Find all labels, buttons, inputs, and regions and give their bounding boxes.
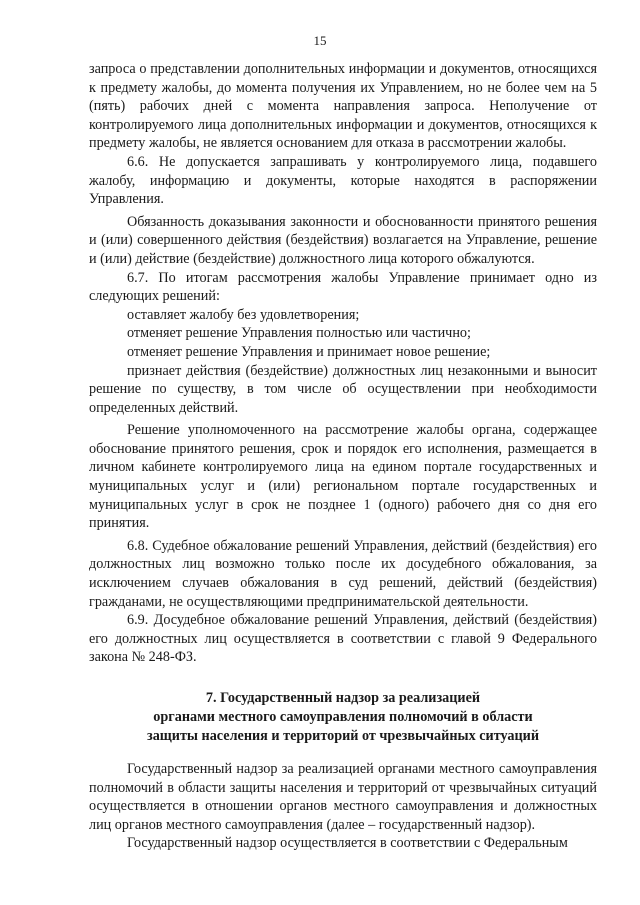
paragraph-6-9: 6.9. Досудебное обжалование решений Управления, действий (бездействия) его должностных лиц осуществляется в соответствии с главой 9 Федерального закона № 248-ФЗ. bbox=[89, 612, 597, 666]
list-item-decision-4: признает действия (бездействие) должностных лиц незаконными и выносит решение по существу, в том числе об осуществлении при необходимости определенных действий. bbox=[89, 362, 597, 416]
section-heading-line-1: 7. Государственный надзор за реализацией bbox=[205, 690, 481, 706]
paragraph-6-7: 6.7. По итогам рассмотрения жалобы Управление принимает одно из следующих решений: bbox=[89, 269, 597, 305]
section-heading-line-3: защиты населения и территорий от чрезвычайных ситуаций bbox=[147, 728, 539, 744]
paragraph-6-8: 6.8. Судебное обжалование решений Управления, действий (бездействия) его должностных лиц возможно только после их досудебного обжалования, за исключением случаев обжалования в суд решений, действий (бездействия) гражданами, не осуществляющими предпринимательской деятельности. bbox=[89, 537, 597, 610]
paragraph-decision-publication: Решение уполномоченного на рассмотрение жалобы органа, содержащее обоснование принятого решения, срок и порядок его исполнения, размещается в личном кабинете контролируемого лица на едином портале государственных и муниципальных услуг и (или) региональном портале государственных и муниципальных услуг в срок не позднее 1 (одного) рабочего дня со дня его принятия. bbox=[89, 422, 597, 532]
document-body bbox=[89, 60, 597, 853]
paragraph-burden-of-proof: Обязанность доказывания законности и обоснованности принятого решения и (или) совершенного действия (бездействия) возлагается на Управление, решение и (или) действие (бездействие) должностного лица которого обжалуются. bbox=[89, 213, 597, 267]
section-heading-line-2: органами местного самоуправления полномочий в области bbox=[153, 709, 533, 725]
list-item-decision-3: отменяет решение Управления и принимает новое решение; bbox=[127, 343, 491, 360]
paragraph-state-supervision: Государственный надзор за реализацией органами местного самоуправления полномочий в области защиты населения и территорий от чрезвычайных ситуаций осуществляется в отношении органов местного самоуправления и должностных лиц органов местного самоуправления (далее – государственный надзор). bbox=[89, 761, 597, 833]
page-number: 15 bbox=[313, 33, 327, 48]
paragraph-continuation: запроса о представлении дополнительных информации и документов, относящихся к предмету жалобы, до момента получения их Управлением, но не более чем на 5 (пять) рабочих дней с момента направления запроса. Неполучение от контролируемого лица дополнительных информации и документов, относящихся к предмету жалобы, не является основанием для отказа в рассмотрении жалобы. bbox=[89, 61, 597, 152]
list-item-decision-2: отменяет решение Управления полностью или частично; bbox=[127, 325, 471, 342]
list-item-decision-1: оставляет жалобу без удовлетворения; bbox=[127, 306, 360, 323]
paragraph-state-supervision-basis: Государственный надзор осуществляется в соответствии с Федеральным bbox=[127, 835, 568, 852]
paragraph-6-6: 6.6. Не допускается запрашивать у контролируемого лица, подавшего жалобу, информацию и документы, которые находятся в распоряжении Управления. bbox=[89, 153, 597, 208]
section-7-heading bbox=[89, 689, 597, 746]
